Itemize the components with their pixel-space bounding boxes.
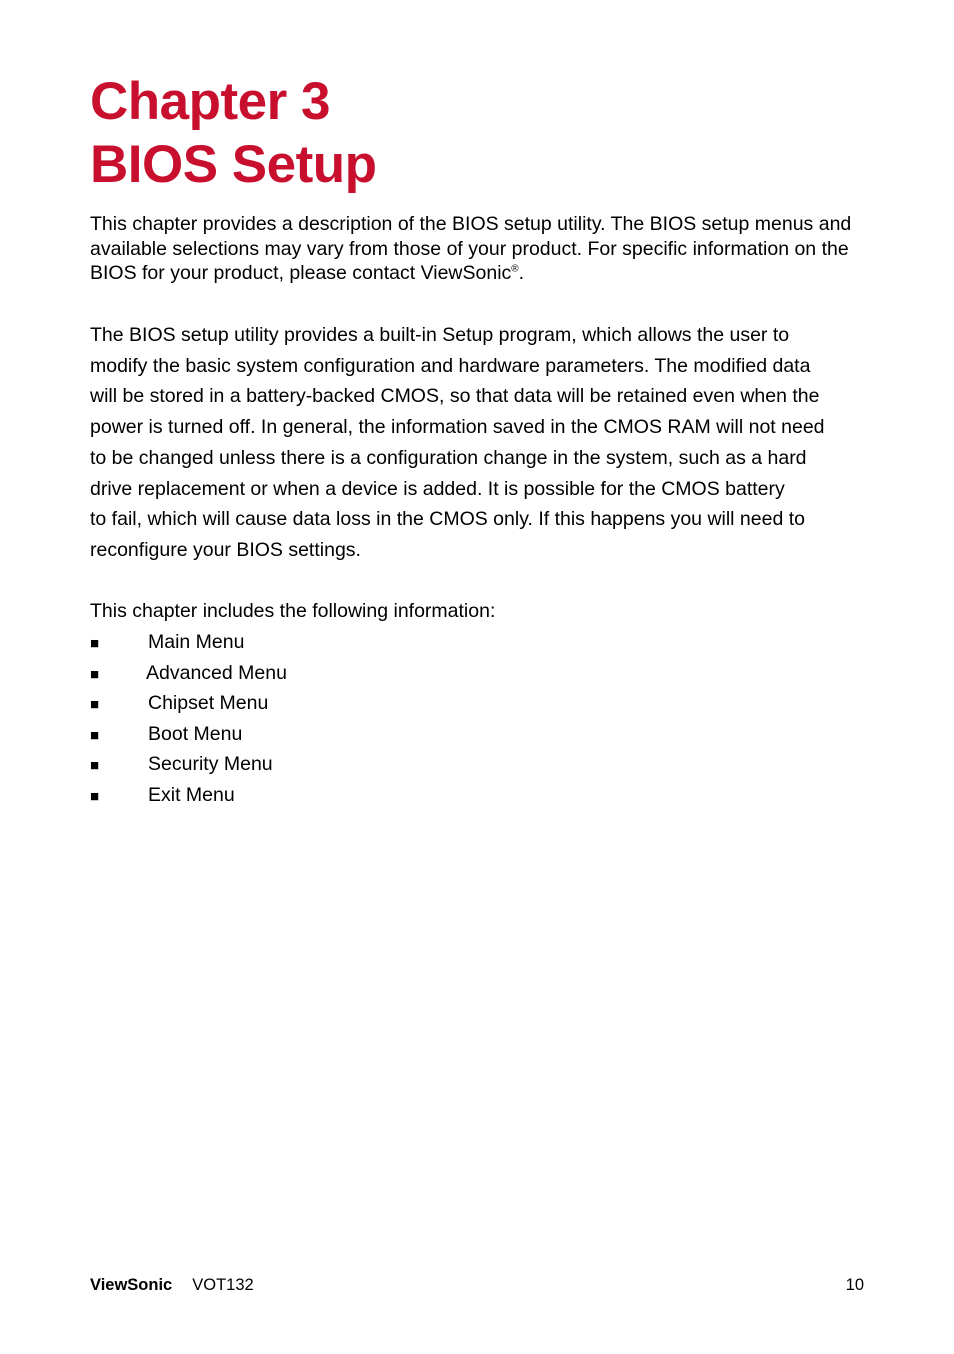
square-bullet-icon: ■ (90, 635, 100, 652)
square-bullet-icon: ■ (90, 726, 100, 744)
list-item (90, 749, 287, 780)
intro-paragraph (90, 212, 880, 286)
intro-end: . (518, 262, 525, 284)
description-line: modify the basic system configuration and hardware parameters. The modified data (90, 354, 811, 377)
description-line: reconfigure your BIOS settings. (90, 538, 361, 561)
description-line: to be changed unless there is a configuration change in the system, such as a hard (90, 446, 807, 469)
list-item (90, 719, 287, 750)
intro-text: This chapter provides a description of the BIOS setup utility. The BIOS setup menus and available selections may vary from those of your product. For specific information on the BIOS for your product, please contact ViewSonic (90, 213, 852, 284)
list-item (90, 780, 287, 811)
list-item-label: Exit Menu (148, 783, 235, 806)
square-bullet-icon: ■ (90, 757, 100, 775)
list-item (90, 627, 287, 658)
list-item-label: Boot Menu (148, 722, 243, 745)
list-item-label: Main Menu (148, 631, 245, 653)
description-line: power is turned off. In general, the information saved in the CMOS RAM will not need (90, 416, 825, 439)
chapter-title (90, 70, 377, 196)
square-bullet-icon: ■ (90, 665, 100, 683)
list-item-label: Security Menu (148, 753, 273, 776)
contents-intro: This chapter includes the following information: (90, 600, 496, 622)
square-bullet-icon: ■ (90, 696, 100, 714)
description-line: will be stored in a battery-backed CMOS, so that data will be retained even when the (90, 385, 820, 408)
description-line: The BIOS setup utility provides a built-in Setup program, which allows the user to (90, 324, 790, 346)
page-footer (90, 1274, 864, 1296)
footer-model: VOT132 (192, 1276, 254, 1294)
contents-list (90, 627, 287, 811)
chapter-name: BIOS Setup (90, 135, 377, 194)
description-paragraph (90, 320, 880, 566)
description-line: to fail, which will cause data loss in the CMOS only. If this happens you will need to (90, 508, 805, 531)
chapter-number: Chapter 3 (90, 72, 330, 131)
description-line: drive replacement or when a device is added. It is possible for the CMOS battery (90, 477, 785, 500)
registered-trademark: ® (511, 263, 519, 275)
list-item (90, 688, 287, 719)
footer-brand: ViewSonic (90, 1276, 173, 1294)
square-bullet-icon: ■ (90, 787, 100, 805)
page-number: 10 (845, 1276, 864, 1294)
list-item (90, 658, 287, 689)
list-item-label: Advanced Menu (146, 661, 287, 684)
list-item-label: Chipset Menu (148, 692, 269, 715)
